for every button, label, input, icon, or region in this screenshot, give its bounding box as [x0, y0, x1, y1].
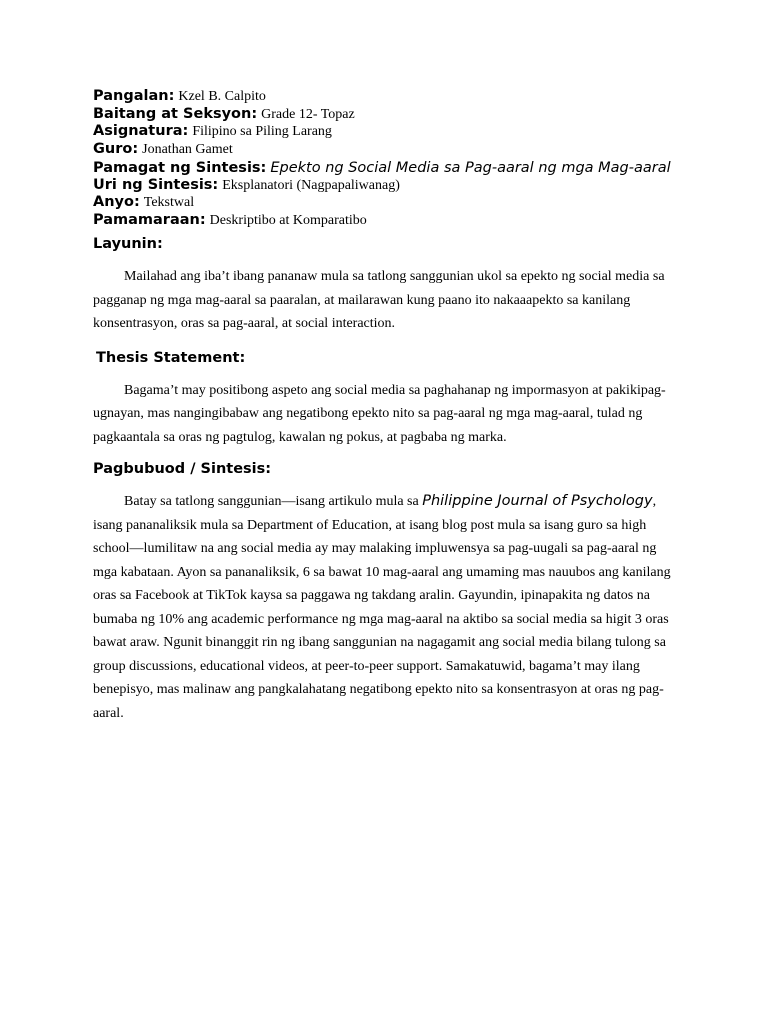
grade-value: Grade 12- Topaz: [261, 106, 355, 122]
teacher-value: Jonathan Gamet: [142, 141, 233, 157]
sintesis-text-before: Batay sa tatlong sanggunian—isang artikulo mula sa: [124, 494, 423, 509]
title-value: Epekto ng Social Media sa Pag-aaral ng mga Mag-aaral: [270, 160, 671, 176]
meta-type: [93, 177, 678, 195]
method-value: Deskriptibo at Komparatibo: [209, 212, 367, 228]
name-label: Pangalan:: [93, 88, 175, 104]
journal-title: Philippine Journal of Psychology: [422, 493, 653, 509]
meta-title: [93, 160, 678, 177]
meta-teacher: [93, 141, 678, 159]
form-label: Anyo:: [93, 194, 140, 210]
teacher-label: Guro:: [93, 140, 139, 157]
type-value: Eksplanatori (Nagpapaliwanag): [222, 177, 400, 193]
layunin-heading: Layunin:: [93, 236, 163, 252]
subject-label: Asignatura:: [93, 123, 189, 139]
sintesis-heading: Pagbubuod / Sintesis:: [93, 461, 272, 477]
layunin-paragraph: Mailahad ang iba’t ibang pananaw mula sa tatlong sanggunian ukol sa epekto ng social media sa pagganap ng mga mag-aaral sa paaralan, at mailarawan kung paano ito nakaaapekto sa kanilang konsentrasyon, oras sa pag-aaral, at social interaction.: [93, 269, 665, 331]
meta-grade: [93, 106, 678, 124]
sintesis-text-after: , isang pananaliksik mula sa Department of Education, at isang blog post mula sa isang guro sa high school—lumilitaw na ang social media ay may malaking impluwensya sa pag-uugali sa pag-aaral ng mga kabataan. Ayon sa pananaliksik, 6 sa bawat 10 mag-aaral ang umaming mas nauubos ang kanilang oras sa Facebook at TikTok kaysa sa paggawa ng takdang aralin. Gayundin, ipinapakita ng datos na bumaba ng 10% ang academic performance ng mga mag-aaral na aktibo sa social media sa higit 3 oras bawat araw. Ngunit binanggit rin ng ibang sanggunian na nagagamit ang social media bilang tulong sa group discussions, educational videos, at peer-to-peer support. Samakatuwid, bagama’t may ilang benepisyo, mas malinaw ang pangkalahatang negatibong epekto nito sa konsentrasyon at oras ng pag-aaral.: [93, 494, 671, 721]
grade-label: Baitang at Seksyon:: [93, 105, 258, 122]
meta-block: [93, 88, 678, 229]
sintesis-paragraph: [93, 490, 678, 725]
meta-name: [93, 88, 678, 106]
thesis-paragraph: Bagama’t may positibong aspeto ang social media sa paghahanap ng impormasyon at pakikipag-ugnayan, mas nangingibabaw ang negatibong epekto nito sa pag-aaral ng mga mag-aaral, tulad ng pagkaantala sa oras ng pagtulog, kawalan ng pokus, at pagbaba ng marka.: [93, 382, 666, 445]
method-label: Pamamaraan:: [93, 211, 206, 228]
document-body: [93, 88, 678, 725]
thesis-heading: Thesis Statement:: [96, 349, 246, 366]
name-value: Kzel B. Calpito: [178, 89, 266, 104]
type-label: Uri ng Sintesis:: [93, 176, 219, 193]
form-value: Tekstwal: [143, 195, 195, 210]
meta-method: [93, 212, 678, 230]
meta-subject: [93, 123, 678, 141]
subject-value: Filipino sa Piling Larang: [192, 124, 332, 139]
meta-form: [93, 194, 678, 212]
title-label: Pamagat ng Sintesis:: [93, 160, 267, 176]
